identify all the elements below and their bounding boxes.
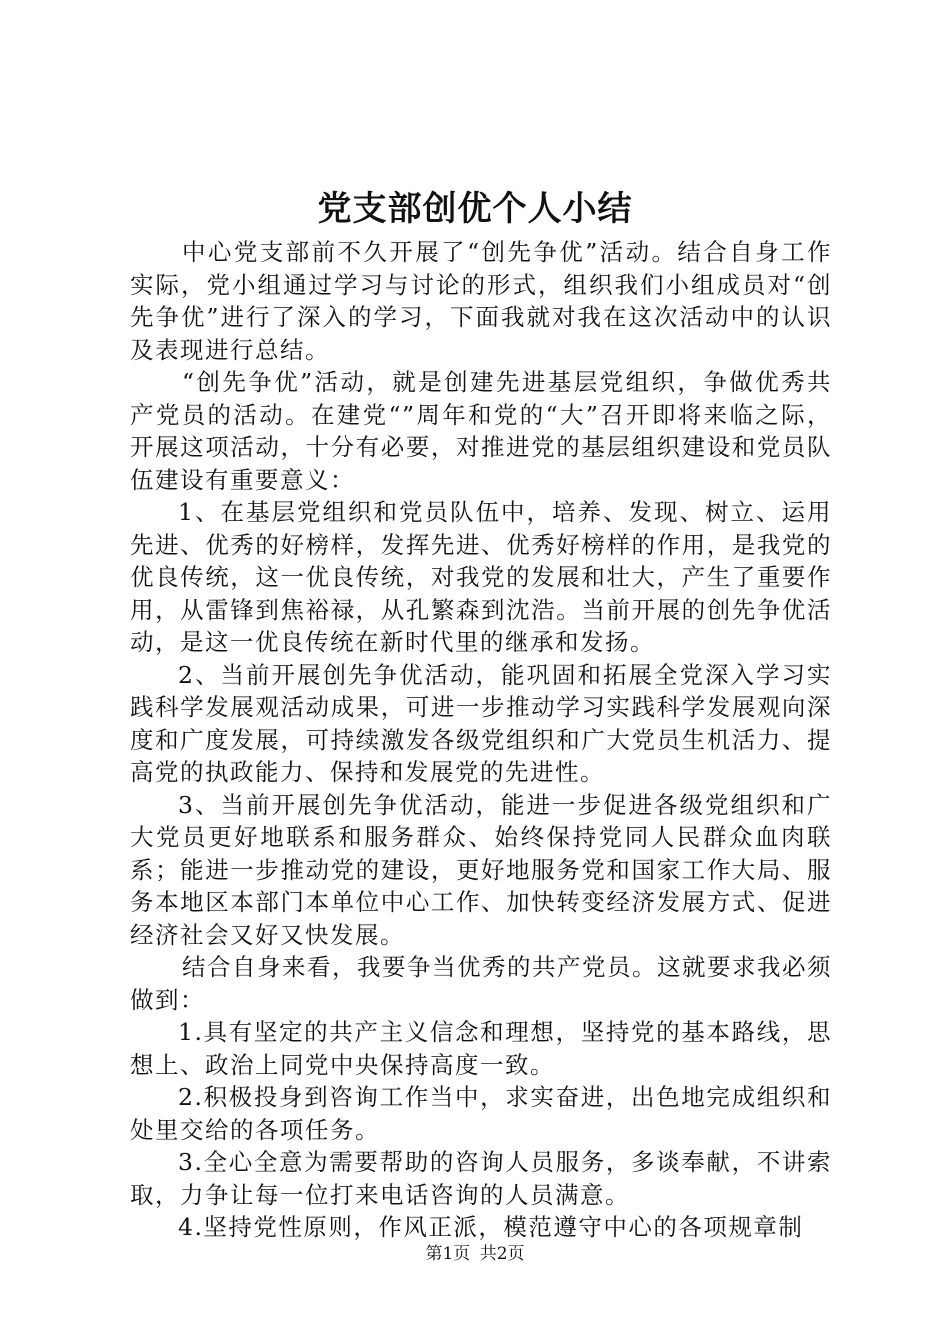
paragraph-point-1: 1、在基层党组织和党员队伍中，培养、发现、树立、运用先进、优秀的好榜样，发挥先进、优秀好榜样的作用，是我党的优良传统，这一优良传统，对我党的发展和壮大，产生了重要作用，从雷锋到焦裕禄，从孔繁森到沈浩。当前开展的创先争优活动，是这一优良传统在新时代里的继承和发扬。	[130, 498, 832, 656]
paragraph-activity-meaning: “创先争优”活动，就是创建先进基层党组织，争做优秀共产党员的活动。在建党“”周年和党的“大”召开即将来临之际，开展这项活动，十分有必要，对推进党的基层组织建设和党员队伍建设有重要意义：	[130, 368, 832, 494]
paragraph-requirement-4: 4.坚持党性原则，作风正派，模范遵守中心的各项规章制	[178, 1213, 804, 1241]
document-body	[130, 236, 832, 1244]
paragraph-requirement-3: 3.全心全意为需要帮助的咨询人员服务，多谈奉献，不讲索取，力争让每一位打来电话咨询的人员满意。	[130, 1148, 832, 1209]
page-number: 第1页	[425, 1244, 471, 1264]
page-total: 共2页	[479, 1244, 525, 1264]
document-title: 党支部创优个人小结	[317, 189, 633, 229]
paragraph-requirement-1: 1.具有坚定的共产主义信念和理想，坚持党的基本路线，思想上、政治上同党中央保持高度一致。	[130, 1018, 832, 1079]
paragraph-point-2: 2、当前开展创先争优活动，能巩固和拓展全党深入学习实践科学发展观活动成果，可进一步推动学习实践科学发展观向深度和广度发展，可持续激发各级党组织和广大党员生机活力、提高党的执政能力、保持和发展党的先进性。	[130, 660, 832, 786]
paragraph-self-requirements: 结合自身来看，我要争当优秀的共产党员。这就要求我必须做到：	[130, 953, 832, 1014]
page-footer	[0, 1243, 950, 1265]
paragraph-requirement-2: 2.积极投身到咨询工作当中，求实奋进，出色地完成组织和处里交给的各项任务。	[130, 1083, 832, 1144]
paragraph-intro: 中心党支部前不久开展了“创先争优”活动。结合自身工作实际，党小组通过学习与讨论的形式，组织我们小组成员对“创先争优”进行了深入的学习，下面我就对我在这次活动中的认识及表现进行总结。	[130, 238, 832, 364]
paragraph-point-3: 3、当前开展创先争优活动，能进一步促进各级党组织和广大党员更好地联系和服务群众、始终保持党同人民群众血肉联系；能进一步推动党的建设，更好地服务党和国家工作大局、服务本地区本部门本单位中心工作、加快转变经济发展方式、促进经济社会又好又快发展。	[130, 790, 832, 949]
